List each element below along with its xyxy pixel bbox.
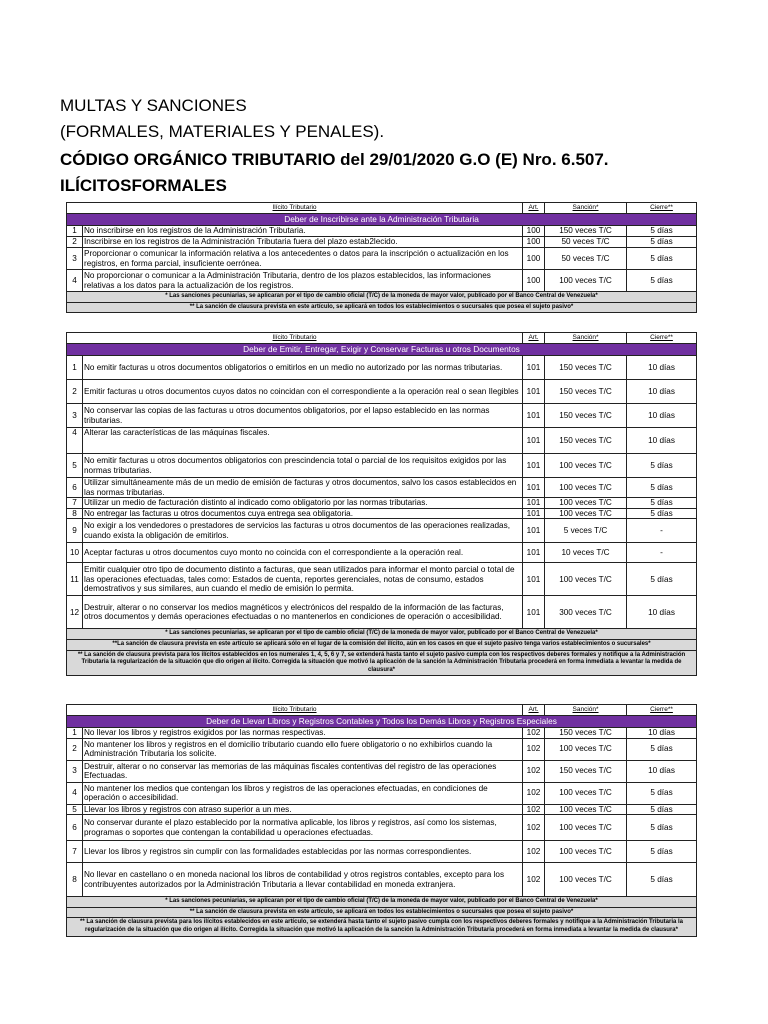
row-closure: 10 días [627, 760, 697, 782]
row-article: 102 [523, 782, 545, 804]
table-row [67, 237, 697, 248]
table-section-facturas [66, 332, 697, 676]
row-description: No llevar los libros y registros exigidos por las normas respectivas. [83, 728, 523, 739]
row-sanction: 50 veces T/C [545, 248, 627, 270]
row-article: 101 [523, 356, 545, 380]
row-sanction: 150 veces T/C [545, 428, 627, 454]
row-closure: 5 días [627, 508, 697, 519]
table-row [67, 738, 697, 760]
row-description: Destruir, alterar o no conservar las memorias de las máquinas fiscales contentivas del registro de las operaciones Efectuadas. [83, 760, 523, 782]
row-description: No llevar en castellano o en moneda nacional los libros de contabilidad y otros registros contables, excepto para los contribuyentes autorizados por la Administración Tributaria a llevar contabilidad en moneda extranjera. [83, 863, 523, 897]
row-number: 7 [67, 841, 83, 863]
row-closure: - [627, 543, 697, 563]
table-row [67, 356, 697, 380]
header-ilicito: Ilícito Tributario [67, 203, 523, 214]
row-closure: 5 días [627, 563, 697, 596]
row-sanction: 150 veces T/C [545, 404, 627, 428]
header-art: Art. [523, 705, 545, 716]
row-description: No exigir a los vendedores o prestadores de servicios las facturas u otros documentos de las operaciones realizadas, cuando exista la obligación de emitirlos. [83, 519, 523, 543]
table-row [67, 804, 697, 815]
row-description: Emitir cualquier otro tipo de documento distinto a facturas, que sean utilizados para informar el monto parcial o total de las operaciones efectuadas, tales como: Estados de cuenta, reportes gerenciales, notas de consumo, estados demostrativos y sus similares, aun cuando el medio de emisión lo permita. [83, 563, 523, 596]
row-sanction: 100 veces T/C [545, 270, 627, 292]
table-footnote: * Las sanciones pecuniarias, se aplicaran por el tipo de cambio oficial (T/C) de la moneda de mayor valor, publicado por el Banco Central de Venezuela* [67, 292, 697, 303]
row-article: 100 [523, 226, 545, 237]
row-sanction: 100 veces T/C [545, 478, 627, 498]
row-number: 8 [67, 863, 83, 897]
row-sanction: 100 veces T/C [545, 863, 627, 897]
row-article: 100 [523, 237, 545, 248]
row-article: 101 [523, 596, 545, 629]
row-closure: 5 días [627, 841, 697, 863]
row-number: 10 [67, 543, 83, 563]
row-closure: 10 días [627, 428, 697, 454]
row-number: 5 [67, 804, 83, 815]
row-number: 7 [67, 498, 83, 509]
row-description: No proporcionar o comunicar a la Administración Tributaria, dentro de los plazos establecidos, las informaciones relativas a los datos para la actualización de los registros. [83, 270, 523, 292]
row-article: 101 [523, 508, 545, 519]
row-closure: 5 días [627, 237, 697, 248]
row-description: Inscribirse en los registros de la Administración Tributaria fuera del plazo estab2lecido. [83, 237, 523, 248]
row-number: 3 [67, 760, 83, 782]
table-row [67, 498, 697, 509]
table-section-libros [66, 704, 697, 937]
row-article: 102 [523, 815, 545, 841]
row-sanction: 150 veces T/C [545, 728, 627, 739]
row-number: 9 [67, 519, 83, 543]
table-footnote: ** La sanción de clausura prevista para los ilícitos establecidos en este artículo, se extenderá hasta tanto el sujeto pasivo cumpla con los respectivos deberes formales y notifique a la Administración Tributaria la regularización de la situación que dio origen al ilícito. Corregida la situación que motivó la aplicación de la sanción la Administración Tributaria procederá en forma inmediata a levantar la medida de clausura* [67, 918, 697, 936]
row-closure: 5 días [627, 478, 697, 498]
header-cierre: Cierre** [627, 333, 697, 344]
row-description: Destruir, alterar o no conservar los medios magnéticos y electrónicos del respaldo de la información de las facturas, otros documentos y demás operaciones efectuadas o no mantenerlos en condiciones de operación o accesibilidad. [83, 596, 523, 629]
header-sancion: Sanción* [545, 333, 627, 344]
row-description: No entregar las facturas u otros documentos cuya entrega sea obligatoria. [83, 508, 523, 519]
table-row [67, 508, 697, 519]
document-title-line4: ILÍCITOSFORMALES [60, 176, 227, 195]
table-row [67, 596, 697, 629]
row-closure: 5 días [627, 804, 697, 815]
row-sanction: 100 veces T/C [545, 804, 627, 815]
row-closure: 5 días [627, 815, 697, 841]
row-sanction: 300 veces T/C [545, 596, 627, 629]
table-row [67, 454, 697, 478]
row-description: No emitir facturas u otros documentos obligatorios o emitirlos en un medio no autorizado por las normas tributarias. [83, 356, 523, 380]
table-section-inscripcion [66, 202, 697, 313]
row-number: 2 [67, 380, 83, 404]
row-closure: 10 días [627, 380, 697, 404]
header-ilicito: Ilícito Tributario [67, 705, 523, 716]
row-number: 4 [67, 270, 83, 292]
row-article: 102 [523, 863, 545, 897]
row-description: Aceptar facturas u otros documentos cuyo monto no coincida con el correspondiente a la operación real. [83, 543, 523, 563]
table-row [67, 841, 697, 863]
document-title-line2: (FORMALES, MATERIALES Y PENALES). [60, 122, 385, 141]
row-description: Utilizar un medio de facturación distinto al indicado como obligatorio por las normas tributarias. [83, 498, 523, 509]
row-sanction: 150 veces T/C [545, 380, 627, 404]
row-closure: 5 días [627, 248, 697, 270]
row-description: No conservar las copias de las facturas u otros documentos obligatorios, por el lapso establecido en las normas tributarias. [83, 404, 523, 428]
row-closure: 5 días [627, 782, 697, 804]
table-row [67, 563, 697, 596]
row-description: No conservar durante el plazo establecido por la normativa aplicable, los libros y registros, así como los sistemas, programas o soportes que contengan la contabilidad u operaciones efectuadas. [83, 815, 523, 841]
row-article: 100 [523, 270, 545, 292]
table-footnote: ** La sanción de clausura prevista en este artículo, se aplicará en todos los establecimientos o sucursales que posea el sujeto pasivo* [67, 302, 697, 313]
row-article: 101 [523, 498, 545, 509]
row-sanction: 100 veces T/C [545, 454, 627, 478]
table-row [67, 782, 697, 804]
row-number: 1 [67, 356, 83, 380]
row-closure: 5 días [627, 498, 697, 509]
table-row [67, 863, 697, 897]
row-article: 100 [523, 248, 545, 270]
row-sanction: 150 veces T/C [545, 760, 627, 782]
section-title: Deber de Llevar Libros y Registros Contables y Todos los Demás Libros y Registros Especiales [67, 716, 697, 728]
row-number: 2 [67, 738, 83, 760]
row-article: 101 [523, 404, 545, 428]
row-sanction: 100 veces T/C [545, 508, 627, 519]
row-closure: 5 días [627, 270, 697, 292]
row-description: Emitir facturas u otros documentos cuyos datos no coincidan con el correspondiente a la operación real o sean Ilegibles [83, 380, 523, 404]
row-article: 102 [523, 728, 545, 739]
row-article: 101 [523, 478, 545, 498]
header-ilicito: Ilícito Tributario [67, 333, 523, 344]
row-article: 102 [523, 804, 545, 815]
header-cierre: Cierre** [627, 705, 697, 716]
document-title-line1: MULTAS Y SANCIONES [60, 96, 247, 115]
row-closure: 5 días [627, 738, 697, 760]
row-article: 102 [523, 760, 545, 782]
row-description: No mantener los medios que contengan los libros y registros de las operaciones efectuadas, en condiciones de operación o accesibilidad. [83, 782, 523, 804]
table-footnote: * Las sanciones pecuniarias, se aplicaran por el tipo de cambio oficial (T/C) de la moneda de mayor valor, publicado por el Banco Central de Venezuela* [67, 629, 697, 640]
row-description: No inscribirse en los registros de la Administración Tributaria. [83, 226, 523, 237]
table-row [67, 815, 697, 841]
table-footnote: * Las sanciones pecuniarias, se aplicaran por el tipo de cambio oficial (T/C) de la moneda de mayor valor, publicado por el Banco Central de Venezuela* [67, 897, 697, 908]
document-title-block [60, 95, 750, 196]
row-closure: 10 días [627, 356, 697, 380]
row-description: Proporcionar o comunicar la información relativa a los antecedentes o datos para la inscripción o actualización en los registros, en forma parcial, insuficiente oerrónea. [83, 248, 523, 270]
row-number: 1 [67, 226, 83, 237]
row-sanction: 100 veces T/C [545, 738, 627, 760]
row-description: Llevar los libros y registros sin cumplir con las formalidades establecidas por las normas correspondientes. [83, 841, 523, 863]
row-description: No mantener los libros y registros en el domicilio tributario cuando ello fuere obligatorio o no exhibirlos cuando la Administración Tributaria los solicite. [83, 738, 523, 760]
row-description: Alterar las características de las máquinas fiscales. [83, 428, 523, 454]
row-sanction: 100 veces T/C [545, 815, 627, 841]
row-article: 102 [523, 841, 545, 863]
row-closure: 10 días [627, 404, 697, 428]
row-article: 101 [523, 543, 545, 563]
row-article: 101 [523, 428, 545, 454]
row-article: 101 [523, 454, 545, 478]
row-closure: 5 días [627, 863, 697, 897]
row-number: 12 [67, 596, 83, 629]
section-title: Deber de Inscribirse ante la Administración Tributaria [67, 214, 697, 226]
row-closure: 10 días [627, 728, 697, 739]
row-closure: 10 días [627, 596, 697, 629]
document-title-line3: CÓDIGO ORGÁNICO TRIBUTARIO del 29/01/2020 G.O (E) Nro. 6.507. [60, 150, 609, 169]
row-number: 4 [67, 782, 83, 804]
row-number: 6 [67, 815, 83, 841]
row-sanction: 150 veces T/C [545, 226, 627, 237]
table-row [67, 519, 697, 543]
row-sanction: 5 veces T/C [545, 519, 627, 543]
row-sanction: 100 veces T/C [545, 498, 627, 509]
row-article: 101 [523, 519, 545, 543]
row-closure: - [627, 519, 697, 543]
row-number: 11 [67, 563, 83, 596]
table-footnote: ** La sanción de clausura prevista en este artículo, se aplicará en todos los establecimientos o sucursales que posea el sujeto pasivo* [67, 907, 697, 918]
row-sanction: 150 veces T/C [545, 356, 627, 380]
table-row [67, 404, 697, 428]
header-sancion: Sanción* [545, 705, 627, 716]
row-sanction: 100 veces T/C [545, 841, 627, 863]
row-description: No emitir facturas u otros documentos obligatorios con prescindencia total o parcial de los requisitos exigidos por las normas tributarias. [83, 454, 523, 478]
row-description: Utilizar simultáneamente más de un medio de emisión de facturas y otros documentos, salvo los casos establecidos en las normas tributarias. [83, 478, 523, 498]
row-article: 101 [523, 563, 545, 596]
table-row [67, 270, 697, 292]
table-footnote: ** La sanción de clausura prevista para los ilícitos establecidos en los numerales 1, 4, 5, 6 y 7, se extenderá hasta tanto el sujeto pasivo cumpla con los respectivos deberes formales y notifique a la Administración Tributaria la regularización de la situación que dio origen al ilícito. Corregida la situación que motivó la aplicación de la sanción la Administración Tributaria procederá en forma inmediata a levantar la medida de clausura* [67, 650, 697, 676]
table-row [67, 248, 697, 270]
row-number: 3 [67, 248, 83, 270]
row-closure: 5 días [627, 226, 697, 237]
row-sanction: 10 veces T/C [545, 543, 627, 563]
row-number: 4 [67, 428, 83, 454]
table-row [67, 226, 697, 237]
section-title: Deber de Emitir, Entregar, Exigir y Conservar Facturas u otros Documentos [67, 344, 697, 356]
header-sancion: Sanción* [545, 203, 627, 214]
row-number: 5 [67, 454, 83, 478]
table-row [67, 760, 697, 782]
table-row [67, 380, 697, 404]
table-footnote: **La sanción de clausura prevista en este artículo se aplicará sólo en el lugar de la comisión del ilícito, aún en los casos en que el sujeto pasivo tenga varios establecimientos o sucursales* [67, 639, 697, 650]
row-sanction: 50 veces T/C [545, 237, 627, 248]
row-article: 101 [523, 380, 545, 404]
table-row [67, 728, 697, 739]
header-art: Art. [523, 203, 545, 214]
row-number: 1 [67, 728, 83, 739]
row-description: Llevar los libros y registros con atraso superior a un mes. [83, 804, 523, 815]
row-number: 6 [67, 478, 83, 498]
header-cierre: Cierre** [627, 203, 697, 214]
row-sanction: 100 veces T/C [545, 563, 627, 596]
table-row [67, 478, 697, 498]
row-number: 8 [67, 508, 83, 519]
row-number: 3 [67, 404, 83, 428]
table-row [67, 543, 697, 563]
header-art: Art. [523, 333, 545, 344]
row-sanction: 100 veces T/C [545, 782, 627, 804]
table-row [67, 428, 697, 454]
row-article: 102 [523, 738, 545, 760]
row-number: 2 [67, 237, 83, 248]
row-closure: 5 días [627, 454, 697, 478]
